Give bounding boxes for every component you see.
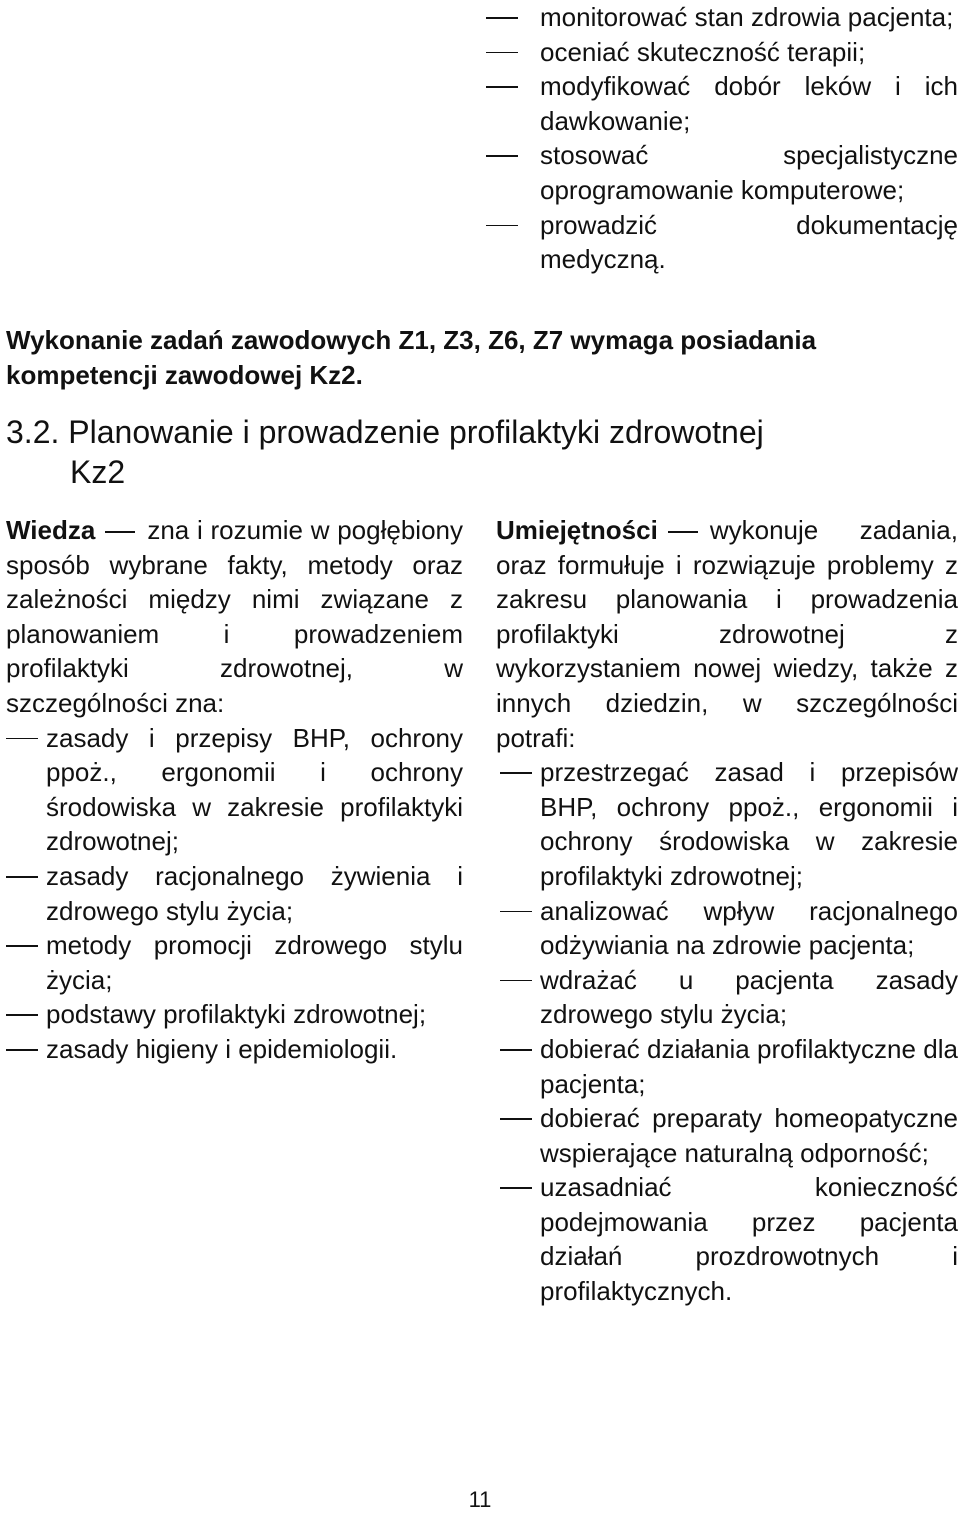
skills-column [496,513,958,1309]
list-item: zasady i przepisy BHP, ochrony ppoż., ergonomii i ochrony środowiska w zakresie profilaktyki zdrowotnej; [6,721,463,859]
section-code: Kz2 [70,454,126,490]
page-number: 11 [468,1487,492,1512]
section-title: Planowanie i prowadzenie profilaktyki zdrowotnej [68,414,764,450]
list-item: metody promocji zdrowego stylu życia; [6,928,463,997]
list-item: uzasadniać konieczność podejmowania przez pacjenta działań prozdrowotnych i profilaktycznych. [496,1170,958,1308]
knowledge-label: Wiedza [6,515,96,545]
dash-separator [668,531,698,533]
list-item: podstawy profilaktyki zdrowotnej; [6,997,463,1032]
list-item: modyfikować dobór leków i ich dawkowanie; [540,69,958,138]
knowledge-column [6,513,463,1067]
skills-list [496,755,958,1309]
list-item: wdrażać u pacjenta zasady zdrowego stylu życia; [496,963,958,1032]
knowledge-list [6,721,463,1067]
skills-label: Umiejętności [496,515,658,545]
dash-separator [105,531,135,533]
continued-skills-list [540,0,958,277]
list-item: monitorować stan zdrowia pacjenta; [540,0,958,35]
list-item: prowadzić dokumentację medyczną. [540,208,958,277]
competence-note: Wykonanie zadań zawodowych Z1, Z3, Z6, Z7 wymaga posiadania kompetencji zawodowej Kz2. [6,325,817,390]
skills-intro-paragraph [496,513,958,755]
section-heading [6,412,956,492]
list-item: oceniać skuteczność terapii; [540,35,958,70]
skills-intro: wykonuje zadania, oraz formułuje i rozwiązuje problemy z zakresu planowania i prowadzenia profilaktyki zdrowotnej z wykorzystaniem nowej wiedzy, także z innych dziedzin, w szczególności potrafi: [496,515,958,753]
list-item: dobierać preparaty homeopatyczne wspierające naturalną odporność; [496,1101,958,1170]
list-item: przestrzegać zasad i przepisów BHP, ochrony ppoż., ergonomii i ochrony środowiska w zakresie profilaktyki zdrowotnej; [496,755,958,893]
list-item: analizować wpływ racjonalnego odżywiania na zdrowie pacjenta; [496,894,958,963]
list-item: dobierać działania profilaktyczne dla pacjenta; [496,1032,958,1101]
knowledge-intro: zna i rozumie w pogłębiony sposób wybrane fakty, metody oraz zależności między nimi związane z planowaniem i prowadzeniem profilaktyki zdrowotnej, w szczególności zna: [6,515,463,718]
list-item: zasady higieny i epidemiologii. [6,1032,463,1067]
list-item: zasady racjonalnego żywienia i zdrowego stylu życia; [6,859,463,928]
section-number: 3.2. [6,414,60,450]
knowledge-intro-paragraph [6,513,463,721]
list-item: stosować specjalistyczne oprogramowanie komputerowe; [540,138,958,207]
